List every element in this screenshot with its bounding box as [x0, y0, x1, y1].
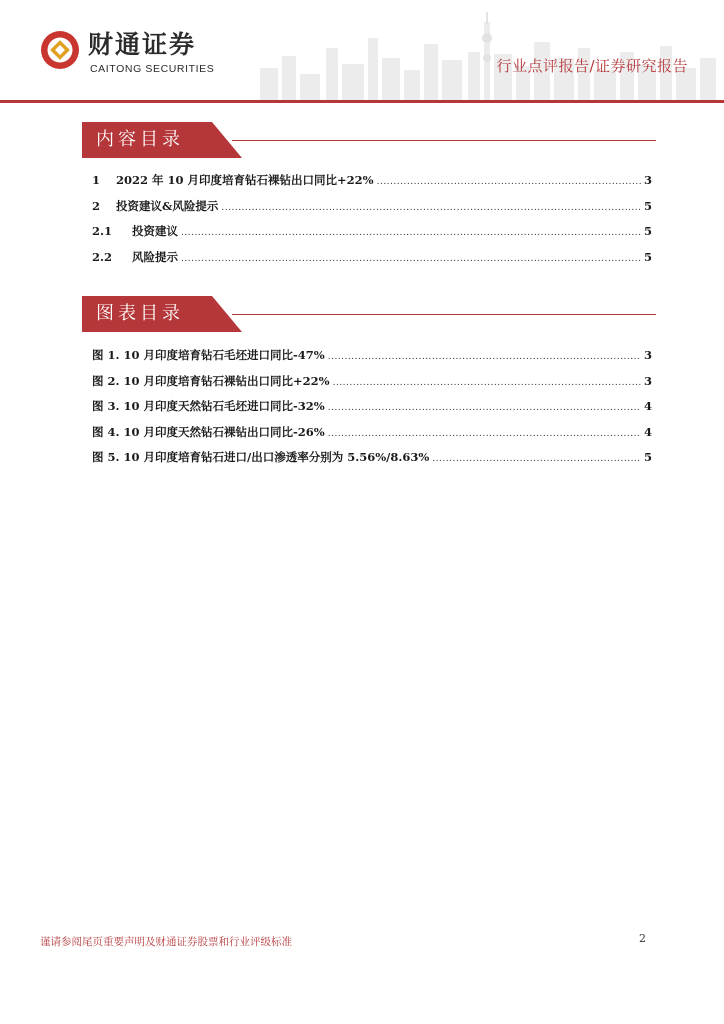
figure-item[interactable] — [92, 449, 652, 475]
toc-item-page: 5 — [643, 198, 652, 213]
toc-item-page: 5 — [643, 224, 652, 238]
footer-disclaimer: 谨请参阅尾页重要声明及财通证券股票和行业评级标准 — [40, 936, 292, 948]
figures-title: 图表目录 — [96, 303, 184, 324]
figure-item-page: 3 — [643, 348, 652, 362]
dot-leader — [432, 454, 641, 464]
city-skyline-graphic — [250, 8, 724, 100]
figure-item-page: 4 — [643, 399, 652, 413]
dot-leader — [328, 429, 641, 439]
toc-item-page: 5 — [643, 249, 652, 264]
dot-leader — [221, 203, 641, 213]
dot-leader — [181, 228, 641, 238]
header-divider — [0, 100, 724, 103]
toc-item-number: 2.1 — [92, 224, 113, 238]
figure-item[interactable] — [92, 373, 652, 399]
toc-item[interactable] — [92, 198, 652, 224]
toc-item-text: 风险提示 — [132, 249, 178, 264]
logo-chinese-name: 财通证券 — [88, 30, 197, 59]
contents-list — [92, 172, 652, 274]
toc-item-number: 2.2 — [92, 249, 113, 264]
toc-item[interactable] — [92, 249, 652, 275]
figures-section-heading — [82, 296, 656, 332]
toc-item-text: 2022 年 10 月印度培育钻石裸钻出口同比+22% — [116, 173, 374, 187]
figures-list — [92, 347, 652, 475]
contents-section-heading — [82, 122, 656, 158]
section-rule — [232, 140, 656, 141]
dot-leader — [181, 254, 641, 264]
dot-leader — [333, 378, 641, 388]
figure-item[interactable] — [92, 347, 652, 373]
page-number: 2 — [639, 932, 646, 945]
caitong-logo-icon — [40, 30, 80, 70]
figure-item-text: 图 5. 10 月印度培育钻石进口/出口渗透率分别为 5.56%/8.63% — [92, 450, 430, 464]
contents-title: 内容目录 — [96, 129, 184, 150]
figure-item-text: 图 2. 10 月印度培育钻石裸钻出口同比+22% — [92, 373, 330, 388]
report-type: 行业点评报告/证券研究报告 — [496, 57, 688, 75]
figure-item-text: 图 3. 10 月印度天然钻石毛坯进口同比-32% — [92, 399, 325, 413]
figure-item-page: 4 — [643, 424, 652, 439]
page-header — [0, 0, 724, 104]
section-rule — [232, 314, 656, 315]
figure-item-page: 3 — [643, 373, 652, 388]
figure-item-text: 图 4. 10 月印度天然钻石裸钻出口同比-26% — [92, 424, 325, 439]
toc-item-number: 2 — [92, 198, 101, 213]
toc-item-number: 1 — [92, 173, 101, 187]
toc-item-text: 投资建议&风险提示 — [116, 198, 219, 213]
toc-item-text: 投资建议 — [132, 224, 178, 238]
figure-item-text: 图 1. 10 月印度培育钻石毛坯进口同比-47% — [92, 348, 325, 362]
toc-item-page: 3 — [643, 173, 652, 187]
logo-english-name: CAITONG SECURITIES — [90, 63, 215, 75]
figure-item[interactable] — [92, 398, 652, 424]
figure-item-page: 5 — [643, 450, 652, 464]
toc-item[interactable] — [92, 223, 652, 249]
dot-leader — [328, 352, 641, 362]
dot-leader — [377, 177, 641, 187]
figure-item[interactable] — [92, 424, 652, 450]
toc-item[interactable] — [92, 172, 652, 198]
dot-leader — [328, 403, 641, 413]
